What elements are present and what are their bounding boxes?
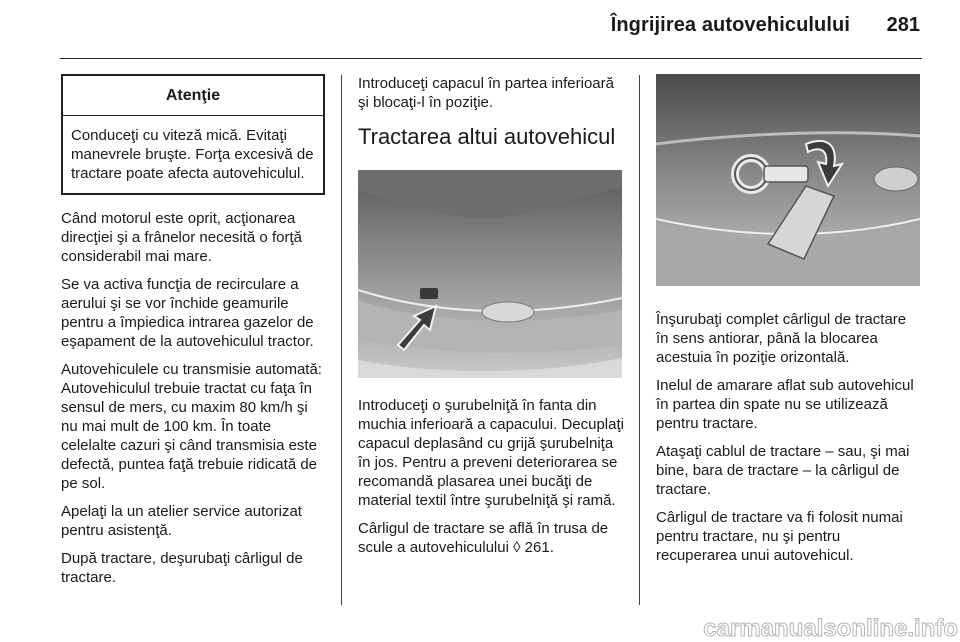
paragraph: Inelul de amarare aflat sub autovehicul în partea din spate nu se utilizează pentru tractare. [656,377,914,432]
paragraph: Apelaţi la un atelier service autorizat pentru asistenţă. [61,503,302,539]
page-header-title: Îngrijirea autovehiculului [610,14,850,36]
column-divider [639,75,640,605]
paragraph: Se va activa funcţia de recirculare a aerului şi se vor închide geamurile pentru a împiedica intrarea gazelor de eşapament de la autovehiculul tractor. [61,276,314,350]
page-number: 281 [886,14,920,36]
bumper-cover-illustration [358,170,622,378]
section-title: Tractarea altui autovehicul [358,124,616,149]
column-right [656,74,922,574]
column-divider [341,75,342,605]
paragraph: Cârligul de tractare se află în trusa de scule a autovehiculului ◊ 261. [358,520,609,556]
warning-title: Atenţie [63,76,323,116]
paragraph: După tractare, deşurubaţi cârligul de tractare. [61,550,303,586]
paragraph: Ataşaţi cablul de tractare – sau, şi mai bine, bara de tractare – la cârligul de tractare. [656,443,910,498]
column-left [61,74,325,596]
paragraph: Cârligul de tractare va fi folosit numai pentru tractare, nu şi pentru recuperarea unui autovehicul. [656,509,903,564]
paragraph: Înşurubaţi complet cârligul de tractare în sens antiorar, până la blocarea acestuia în poziţie orizontală. [656,311,907,366]
paragraph: Introduceţi o şurubelniţă în fanta din muchia inferioară a capacului. Decuplaţi capacul deplasând cu grijă şurubelniţa în jos. Pentru a preveni deteriorarea se recomandă plasarea unei bucăţi de material textil între şurubelniţă şi ramă. [358,397,624,509]
towing-eye-illustration [656,74,920,286]
paragraph: Introduceţi capacul în partea inferioară şi blocaţi-l în poziţie. [358,75,614,111]
watermark-text: carmanualsonline.info [703,615,958,642]
warning-text: Conduceţi cu viteză mică. Evitaţi manevrele bruşte. Forţa excesivă de tractare poate afecta autovehiculul. [71,127,314,182]
watermark-logo [640,612,960,642]
header-rule [60,58,922,59]
paragraph: Când motorul este oprit, acţionarea direcţiei şi a frânelor necesită o forţă considerabil mai mare. [61,210,302,265]
warning-box [61,74,325,195]
column-middle [358,74,626,566]
paragraph: Autovehiculele cu transmisie automată: Autovehiculul trebuie tractat cu faţa în sensul de mers, cu maxim 80 km/h şi nu mai mult de 100 km. În toate celelalte cazuri şi când transmisia este defectă, puntea faţă trebuie ridicată de pe sol. [61,361,322,492]
